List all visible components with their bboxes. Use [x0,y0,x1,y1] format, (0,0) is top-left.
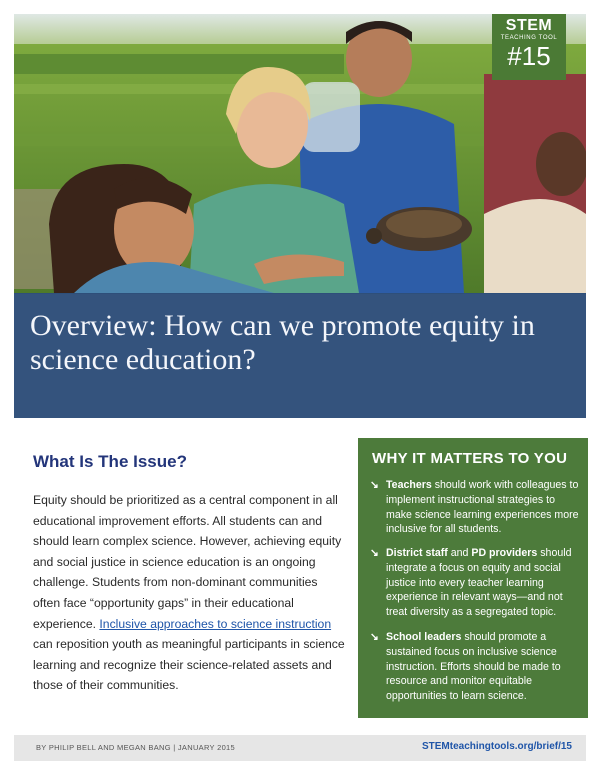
title-banner [14,293,586,418]
footer-bar [14,735,586,761]
why-item-district-staff [370,546,580,620]
arrow-icon: ↘ [370,631,379,643]
person-cream-shirt [484,199,586,293]
badge-tool-label: TEACHING TOOL [500,35,558,41]
page-title: Overview: How can we promote equity in science education? [30,309,535,376]
why-item-teachers [370,478,580,537]
arrow-icon: ↘ [370,547,379,559]
inclusive-approaches-link[interactable]: Inclusive approaches to science instruction [99,616,332,631]
why-item-text: should work with colleagues to implement instructional strategies to make science learning experiences more inclusive for all students. [386,479,579,536]
why-it-matters-box [358,438,588,718]
why-heading: WHY IT MATTERS TO YOU [372,450,568,467]
footer-byline: BY PHILIP BELL AND MEGAN BANG | JANUARY 2015 [36,743,235,752]
glass-jar [302,82,360,152]
why-item-bold: School leaders [386,631,462,643]
issue-text-after-link: can reposition youth as meaningful participants in science learning and recognize their science-related assets and those of their communities. [33,637,345,693]
why-item-bold: Teachers [386,479,432,491]
issue-heading: What Is The Issue? [33,452,187,471]
issue-body [33,490,348,696]
footer-url-link[interactable]: STEMteachingtools.org/brief/15 [421,741,572,752]
stem-teaching-tool-badge [492,14,566,80]
hero-photo [14,14,586,418]
why-item-text: should integrate a focus on equity and social justice into every teacher learning experience in relevant ways—and not treat diversity as a segregated topic. [386,547,572,619]
why-item-joiner: and [447,547,472,559]
why-item-bold-2: PD providers [471,547,538,559]
why-item-bold: District staff [386,547,448,559]
badge-stem-label: STEM [505,17,553,34]
issue-text-before-link: Equity should be prioritized as a central component in all educational improvement efforts. All students can and should learn complex science. However, achieving equity and social justice in science education is an ongoing challenge. Students from non-dominant communities often face “opportunity gaps” in their educational experience. [33,493,342,631]
arrow-icon: ↘ [370,479,379,491]
why-item-school-leaders [370,630,580,704]
badge-number: #15 [507,41,551,71]
why-item-text: should promote a sustained focus on inclusive science instruction. Efforts should be made to resource and monitor equitable opportunities to learn science. [386,631,561,703]
